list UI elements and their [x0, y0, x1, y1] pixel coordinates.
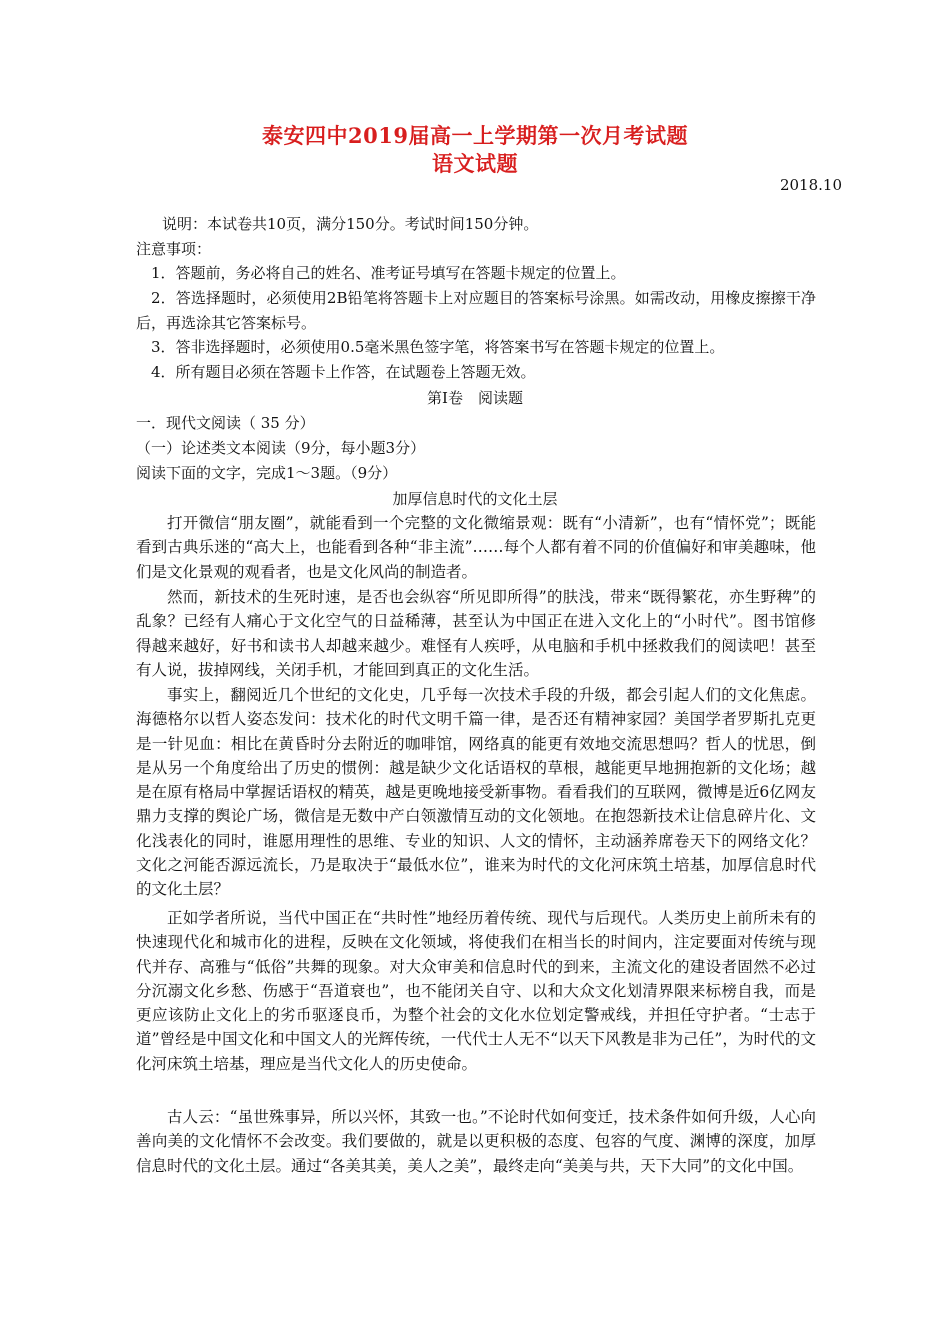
reading-prompt: 阅读下面的文字，完成1～3题。（9分） [136, 464, 398, 482]
volume-heading: 第Ⅰ卷 阅读题 [427, 389, 523, 407]
exam-note: 说明：本试卷共10页，满分150分。考试时间150分钟。 [162, 215, 539, 233]
article-paragraph: 事实上，翻阅近几个世纪的文化史，几乎每一次技术手段的升级，都会引起人们的文化焦虑。海德格尔以哲人姿态发问：技术化的时代文明千篇一律，是否还有精神家园？美国学者罗斯扎克更是一针见血：相比在黄昏时分去附近的咖啡馆，网络真的能更有效地交流思想吗？哲人的忧思，倒是从另一个角度给出了历史的惯例：越是缺少文化话语权的草根，越能更早地拥抱新的文化场；越是在原有格局中掌握话语权的精英，越是更晚地接受新事物。看看我们的互联网，微博是近6亿网友鼎力支撑的舆论广场，微信是无数中产白领激情互动的文化领地。在抱怨新技术让信息碎片化、文化浅表化的同时，谁愿用理性的思维、专业的知识、人文的情怀，主动涵养席卷天下的网络文化？文化之河能否源远流长，乃是取决于“最低水位”，谁来为时代的文化河床筑土培基，加厚信息时代的文化土层？ [136, 686, 816, 899]
notice-item-1: 1．答题前，务必将自己的姓名、准考证号填写在答题卡规定的位置上。 [151, 264, 626, 282]
subsection-heading: （一）论述类文本阅读（9分，每小题3分） [136, 439, 426, 457]
part-heading: 一．现代文阅读（ 35 分） [136, 414, 315, 432]
notice-heading: 注意事项： [136, 240, 212, 258]
article-paragraph: 打开微信“朋友圈”，就能看到一个完整的文化微缩景观：既有“小清新”，也有“情怀党”；既能看到古典乐迷的“高大上，也能看到各种“非主流”……每个人都有着不同的价值偏好和审美趣味，他们是文化景观的观看者，也是文化风尚的制造者。 [136, 514, 816, 581]
article-paragraph: 正如学者所说，当代中国正在“共时性”地经历着传统、现代与后现代。人类历史上前所未有的快速现代化和城市化的进程，反映在文化领域，将使我们在相当长的时间内，注定要面对传统与现代并存、高雅与“低俗”共舞的现象。对大众审美和信息时代的到来，主流文化的建设者固然不必过分沉溺文化乡愁、伤感于“吾道衰也”，也不能闭关自守、以和大众文化划清界限来标榜自我，而是更应该防止文化上的劣币驱逐良币，为整个社会的文化水位划定警戒线，并担任守护者。“士志于道”曾经是中国文化和中国文人的光辉传统，一代代士人无不“以天下风教是非为己任”，为时代的文化河床筑土培基，理应是当代文化人的历史使命。 [136, 909, 816, 1073]
exam-title: 泰安四中2019届高一上学期第一次月考试题 [262, 123, 688, 148]
notice-item-4: 4．所有题目必须在答题卡上作答，在试题卷上答题无效。 [151, 363, 536, 381]
article-paragraph: 然而，新技术的生死时速，是否也会纵容“所见即所得”的肤浅，带来“既得繁花，亦生野稗”的乱象？已经有人痛心于文化空气的日益稀薄，甚至认为中国正在进入文化上的“小时代”。图书馆修得越来越好，好书和读书人却越来越少。难怪有人疾呼，从电脑和手机中拯救我们的阅读吧！甚至有人说，拔掉网线，关闭手机，才能回到真正的文化生活。 [136, 588, 816, 679]
article-paragraph: 古人云：“虽世殊事异，所以兴怀，其致一也。”不论时代如何变迁，技术条件如何升级，人心向善向美的文化情怀不会改变。我们要做的，就是以更积极的态度、包容的气度、渊博的深度，加厚信息时代的文化土层。通过“各美其美，美人之美”，最终走向“美美与共，天下大同”的文化中国。 [136, 1108, 816, 1175]
notice-item-3: 3．答非选择题时，必须使用0.5毫米黑色签字笔，将答案书写在答题卡规定的位置上。 [151, 338, 725, 356]
notice-item-2: 2．答选择题时，必须使用2B铅笔将答题卡上对应题目的答案标号涂黑。如需改动，用橡皮擦擦干净后，再选涂其它答案标号。 [136, 289, 816, 332]
exam-date: 2018.10 [779, 176, 842, 194]
subject-title: 语文试题 [432, 151, 518, 176]
article-title: 加厚信息时代的文化土层 [392, 490, 558, 508]
